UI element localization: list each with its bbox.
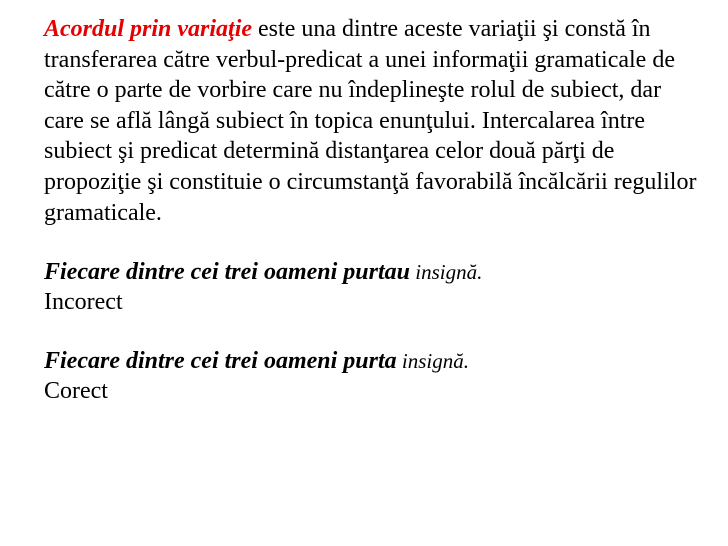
example-block-incorrect [44, 257, 704, 317]
example-object: insignă. [396, 349, 469, 374]
example-subject-predicate: Fiecare dintre cei trei oameni purta [44, 348, 397, 375]
spacer [44, 317, 704, 346]
definition-term: Acordul prin variaţie [44, 16, 253, 42]
slide-content [44, 14, 704, 406]
definition-paragraph [44, 14, 704, 228]
example-sentence [44, 257, 704, 287]
definition-body: este una dintre aceste variaţii şi constă în transferarea către verbul-predicat a unei informaţii gramaticale de către o parte de vorbire care nu îndeplineşte rolul de subiect, dar care se află lângă subiect în topica enunţului. Intercalarea între subiect şi predicat determină distanţarea celor două părţi de propoziţie şi constituie o circumstanţă favorabilă încălcării regulilor gramaticale. [44, 16, 697, 226]
example-block-correct [44, 346, 704, 406]
spacer [44, 228, 704, 257]
example-object: insignă. [410, 260, 483, 285]
example-sentence [44, 346, 704, 376]
verdict-label: Corect [44, 378, 108, 405]
example-subject-predicate: Fiecare dintre cei trei oameni purtau [44, 259, 410, 286]
verdict-label: Incorect [44, 289, 123, 316]
